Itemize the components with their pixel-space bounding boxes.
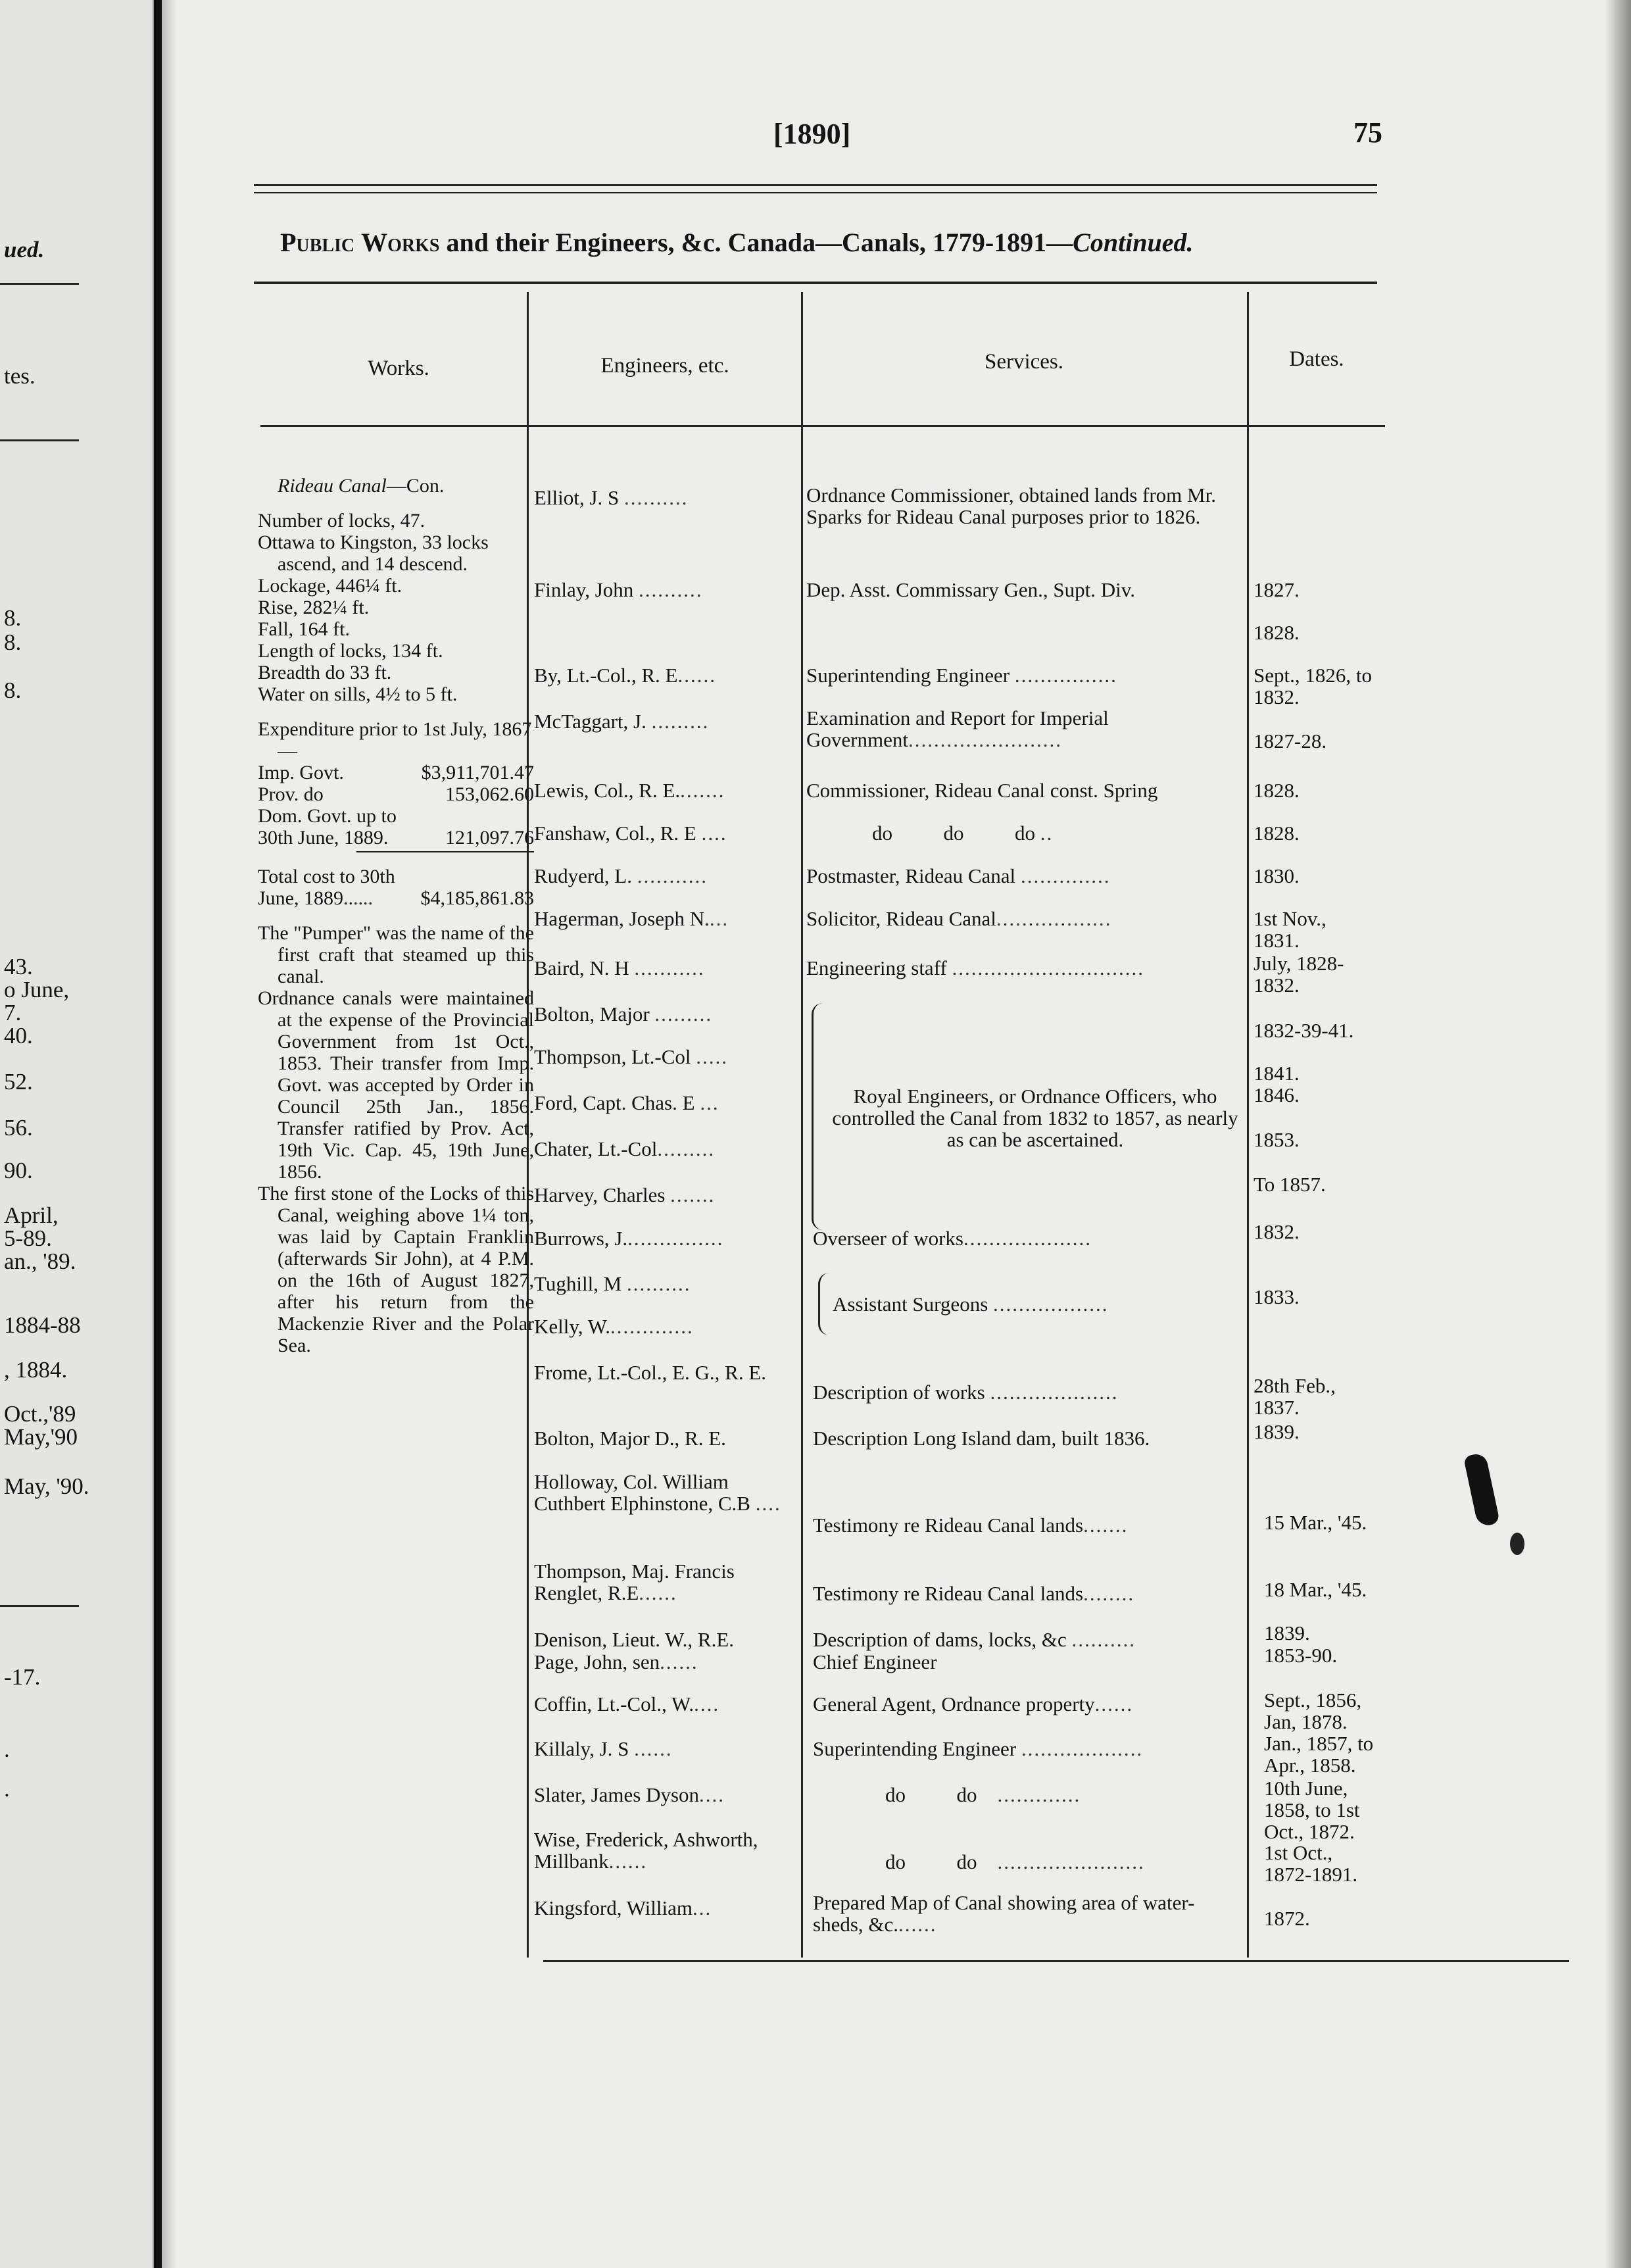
engineer-page: Page, John, sen...... xyxy=(534,1650,698,1673)
service-rudyerd: Postmaster, Rideau Canal .............. xyxy=(806,864,1111,887)
expenditure-heading: Expenditure prior to 1st July, 1867— xyxy=(258,718,532,762)
engineer-by: By, Lt.-Col., R. E...... xyxy=(534,664,716,687)
engineer-lewis: Lewis, Col., R. E........ xyxy=(534,779,725,802)
service-hagerman: Solicitor, Rideau Canal.................. xyxy=(806,907,1112,930)
left-page-fragment: 8. xyxy=(4,605,22,631)
engineer-mctaggart: McTaggart, J. ......... xyxy=(534,710,710,733)
table-bottom-rule xyxy=(543,1960,1569,1962)
lockage: Lockage, 446¼ ft. xyxy=(258,575,402,597)
date-thompson-f: 18 Mar., '45. xyxy=(1264,1578,1367,1601)
date-wise: 1st Oct., 1872-1891. xyxy=(1264,1841,1358,1886)
engineer-wise: Wise, Frederick, Ashworth, Millbank...... xyxy=(534,1828,758,1873)
date-bolton-d: 1839. xyxy=(1254,1420,1300,1443)
left-page-rule xyxy=(0,1605,79,1607)
left-page-fragment: -17. xyxy=(4,1664,41,1690)
engineer-hagerman: Hagerman, Joseph N.... xyxy=(534,907,729,930)
service-royal-engineers: Royal Engineers, or Ordnance Officers, who controlled the Canal from 1832 to 1857, as nearly as can be ascertained. xyxy=(832,1085,1238,1151)
date-holloway: 15 Mar., '45. xyxy=(1264,1511,1367,1534)
left-page-fragment: ued. xyxy=(4,237,45,262)
total-label: Total cost to 30th June, 1889...... xyxy=(258,866,395,909)
rideau-heading-rest: —Con. xyxy=(386,475,445,497)
date-denison: 1839. xyxy=(1264,1621,1310,1644)
engineer-tughill: Tughill, M .......... xyxy=(534,1272,691,1295)
date-burrows: 1832. xyxy=(1254,1220,1300,1243)
engineer-bolton: Bolton, Major ......... xyxy=(534,1002,713,1025)
left-page-fragment: , 1884. xyxy=(4,1357,68,1383)
engineer-holloway: Holloway, Col. William Cuthbert Elphinstone, C.B .... xyxy=(534,1470,781,1515)
engineer-thompson-f: Thompson, Maj. Francis Renglet, R.E...... xyxy=(534,1560,735,1604)
left-page-fragment: 56. xyxy=(4,1115,33,1141)
date-slater: 10th June, 1858, to 1st Oct., 1872. xyxy=(1264,1777,1360,1843)
title-middle: and their Engineers, &c. Canada—Canals, 1779-1891— xyxy=(439,228,1073,257)
engineer-killaly: Killaly, J. S ...... xyxy=(534,1737,673,1760)
engineer-elliot: Elliot, J. S .......... xyxy=(534,486,689,509)
service-bolton-d: Description Long Island dam, built 1836. xyxy=(813,1427,1150,1450)
header-rule xyxy=(254,192,1377,193)
left-page-fragment: o June, xyxy=(4,977,70,1002)
date-killaly: Jan., 1857, to Apr., 1858. xyxy=(1264,1732,1374,1777)
engineer-frome: Frome, Lt.-Col., E. G., R. E. xyxy=(534,1361,767,1384)
prov-line xyxy=(258,783,534,805)
date-ford: 1846. xyxy=(1254,1083,1300,1106)
brace-royal-engineers xyxy=(812,1003,823,1230)
engineer-rudyerd: Rudyerd, L. ........... xyxy=(534,864,708,887)
service-frome: Description of works .................... xyxy=(813,1381,1119,1404)
engineer-baird: Baird, N. H ........... xyxy=(534,956,705,979)
title-rule xyxy=(254,282,1377,284)
left-page-fragment: 90. xyxy=(4,1158,33,1183)
service-lewis: Commissioner, Rideau Canal const. Spring xyxy=(806,779,1158,802)
date-chater: 1853. xyxy=(1254,1128,1300,1151)
page-title xyxy=(280,227,1194,258)
date-kingsford: 1872. xyxy=(1264,1907,1310,1930)
title-public: Public xyxy=(280,228,355,257)
imp-govt-line xyxy=(258,762,534,783)
service-killaly: Superintending Engineer ................... xyxy=(813,1737,1144,1760)
service-holloway: Testimony re Rideau Canal lands....... xyxy=(813,1514,1129,1537)
rise: Rise, 282¼ ft. xyxy=(258,597,370,618)
left-page-rule xyxy=(0,439,79,441)
date-mctaggart: 1827-28. xyxy=(1254,729,1327,752)
left-page-fragment: May,'90 xyxy=(4,1424,78,1450)
works-column-notes xyxy=(258,475,534,1356)
engineer-fanshaw: Fanshaw, Col., R. E .... xyxy=(534,822,727,845)
date-lewis: 1828. xyxy=(1254,779,1300,802)
date-finlay: 1827. xyxy=(1254,578,1300,601)
engineer-bolton-d: Bolton, Major D., R. E. xyxy=(534,1427,726,1450)
left-page-fragment: May, '90. xyxy=(4,1473,89,1499)
column-divider xyxy=(1247,292,1249,1958)
imp-value: $3,911,701.47 xyxy=(421,762,534,783)
dom-label: Dom. Govt. up to 30th June, 1889. xyxy=(258,805,397,849)
left-page-fragment: 5-89. xyxy=(4,1225,52,1251)
service-slater: do do ............. xyxy=(885,1783,1081,1806)
header-underline xyxy=(260,425,1385,427)
date-harvey: To 1857. xyxy=(1254,1173,1326,1196)
left-page-fragment: April, xyxy=(4,1202,59,1228)
ottawa-to-kingston: Ottawa to Kingston, 33 locks ascend, and 14 descend. xyxy=(258,531,489,575)
service-assistant-surgeons: Assistant Surgeons .................. xyxy=(833,1293,1109,1316)
left-page-fragment: 8. xyxy=(4,629,22,655)
service-coffin: General Agent, Ordnance property...... xyxy=(813,1692,1134,1715)
total-cost-line xyxy=(258,866,534,909)
service-kingsford: Prepared Map of Canal showing area of water-sheds, &c....... xyxy=(813,1891,1195,1936)
date-rudyerd: 1830. xyxy=(1254,864,1300,887)
left-page-rule xyxy=(0,283,79,285)
page-number: 75 xyxy=(1353,116,1382,149)
first-stone-note: The first stone of the Locks of this Canal, weighing above 1¼ ton, was laid by Captain Franklin (afterwards Sir John), at 4 P.M. on the 16th of August 1827, after his return from the Mackenzie River and the Polar Sea. xyxy=(258,1183,534,1356)
service-baird: Engineering staff .............................. xyxy=(806,956,1145,979)
column-header-services: Services. xyxy=(984,350,1064,374)
brace-assistant-surgeons xyxy=(818,1273,829,1335)
dom-govt-line xyxy=(258,805,534,849)
date-fanshaw: 1828. xyxy=(1254,822,1300,845)
left-page-fragment: . xyxy=(4,1737,10,1762)
left-page-fragment: 7. xyxy=(4,1000,22,1025)
left-facing-page xyxy=(0,0,154,2268)
engineer-harvey: Harvey, Charles ....... xyxy=(534,1183,716,1206)
service-elliot: Ordnance Commissioner, obtained lands from Mr. Sparks for Rideau Canal purposes prior to 1826. xyxy=(806,483,1216,528)
column-header-engineers: Engineers, etc. xyxy=(600,354,729,378)
date-coffin: Sept., 1856, Jan, 1878. xyxy=(1264,1689,1362,1733)
title-works: Works xyxy=(361,228,440,257)
column-divider xyxy=(801,292,803,1958)
breadth: Breadth do 33 ft. xyxy=(258,662,392,683)
engineer-coffin: Coffin, Lt.-Col., W..... xyxy=(534,1692,720,1715)
column-header-works: Works. xyxy=(368,357,429,380)
engineer-thompson: Thompson, Lt.-Col ..... xyxy=(534,1045,729,1068)
title-continued: Continued. xyxy=(1073,228,1194,257)
date-finlay-2: 1828. xyxy=(1254,621,1300,644)
page-year: [1890] xyxy=(773,118,851,150)
service-denison: Description of dams, locks, &c .......... xyxy=(813,1628,1136,1651)
water-on-sills: Water on sills, 4½ to 5 ft. xyxy=(258,683,458,705)
engineer-kelly: Kelly, W.............. xyxy=(534,1315,694,1338)
column-header-dates: Dates. xyxy=(1289,347,1344,371)
date-frome: 28th Feb., 1837. xyxy=(1254,1374,1336,1419)
left-page-fragment: 52. xyxy=(4,1069,33,1095)
page-75 xyxy=(162,0,1631,2268)
service-page: Chief Engineer xyxy=(813,1650,937,1673)
service-thompson-f: Testimony re Rideau Canal lands........ xyxy=(813,1582,1135,1605)
date-hagerman: 1st Nov., 1831. xyxy=(1254,907,1327,952)
service-by: Superintending Engineer ................ xyxy=(806,664,1117,687)
date-page: 1853-90. xyxy=(1264,1644,1338,1667)
date-baird: July, 1828-1832. xyxy=(1254,952,1344,997)
imp-label: Imp. Govt. xyxy=(258,762,344,783)
engineer-kingsford: Kingsford, William... xyxy=(534,1896,712,1919)
left-page-fragment: 8. xyxy=(4,678,22,703)
number-of-locks: Number of locks, 47. xyxy=(258,510,426,531)
left-page-fragment: . xyxy=(4,1776,10,1802)
ink-blot xyxy=(1510,1533,1524,1555)
left-page-fragment: 1884-88 xyxy=(4,1312,81,1338)
engineer-ford: Ford, Capt. Chas. E ... xyxy=(534,1091,719,1114)
ordnance-note: Ordnance canals were maintained at the expense of the Provincial Government from 1st Oct., 1853. Their transfer from Imp. Govt. was accepted by Order in Council 25th Jan., 1856. Transfer ratified by Prov. Act, 19th Vic. Cap. 45, 19th June, 1856. xyxy=(258,987,534,1183)
date-bolton: 1832-39-41. xyxy=(1254,1019,1354,1042)
engineer-chater: Chater, Lt.-Col......... xyxy=(534,1137,716,1160)
fall: Fall, 164 ft. xyxy=(258,618,350,640)
service-wise: do do ....................... xyxy=(885,1850,1145,1873)
total-value: $4,185,861.83 xyxy=(420,887,534,909)
engineer-burrows: Burrows, J................ xyxy=(534,1227,724,1250)
date-thompson: 1841. xyxy=(1254,1062,1300,1085)
rideau-heading-italic: Rideau Canal xyxy=(278,475,387,497)
page-gutter xyxy=(162,0,176,2268)
length-of-locks: Length of locks, 134 ft. xyxy=(258,640,443,662)
prov-value: 153,062.60 xyxy=(445,783,534,805)
service-finlay: Dep. Asst. Commissary Gen., Supt. Div. xyxy=(806,578,1136,601)
ink-blot xyxy=(1463,1452,1500,1528)
date-by: Sept., 1826, to 1832. xyxy=(1254,664,1372,708)
left-page-fragment: 40. xyxy=(4,1023,33,1048)
date-tughill: 1833. xyxy=(1254,1285,1300,1308)
page-edge xyxy=(1605,0,1631,2268)
header-rule xyxy=(254,184,1377,186)
left-page-fragment: an., '89. xyxy=(4,1248,76,1274)
service-fanshaw: do do do .. xyxy=(872,822,1054,845)
left-page-fragment: tes. xyxy=(4,363,36,389)
engineer-denison: Denison, Lieut. W., R.E. xyxy=(534,1628,734,1651)
dom-value: 121,097.76 xyxy=(445,827,534,849)
service-burrows: Overseer of works.................... xyxy=(813,1227,1092,1250)
engineer-finlay: Finlay, John .......... xyxy=(534,578,703,601)
service-mctaggart: Examination and Report for Imperial Government........................ xyxy=(806,706,1109,751)
left-page-fragment: 43. xyxy=(4,954,33,979)
engineer-slater: Slater, James Dyson.... xyxy=(534,1783,725,1806)
left-page-fragment: Oct.,'89 xyxy=(4,1401,76,1427)
pumper-note: The "Pumper" was the name of the first craft that steamed up this canal. xyxy=(258,922,534,987)
prov-label: Prov. do xyxy=(258,783,324,805)
